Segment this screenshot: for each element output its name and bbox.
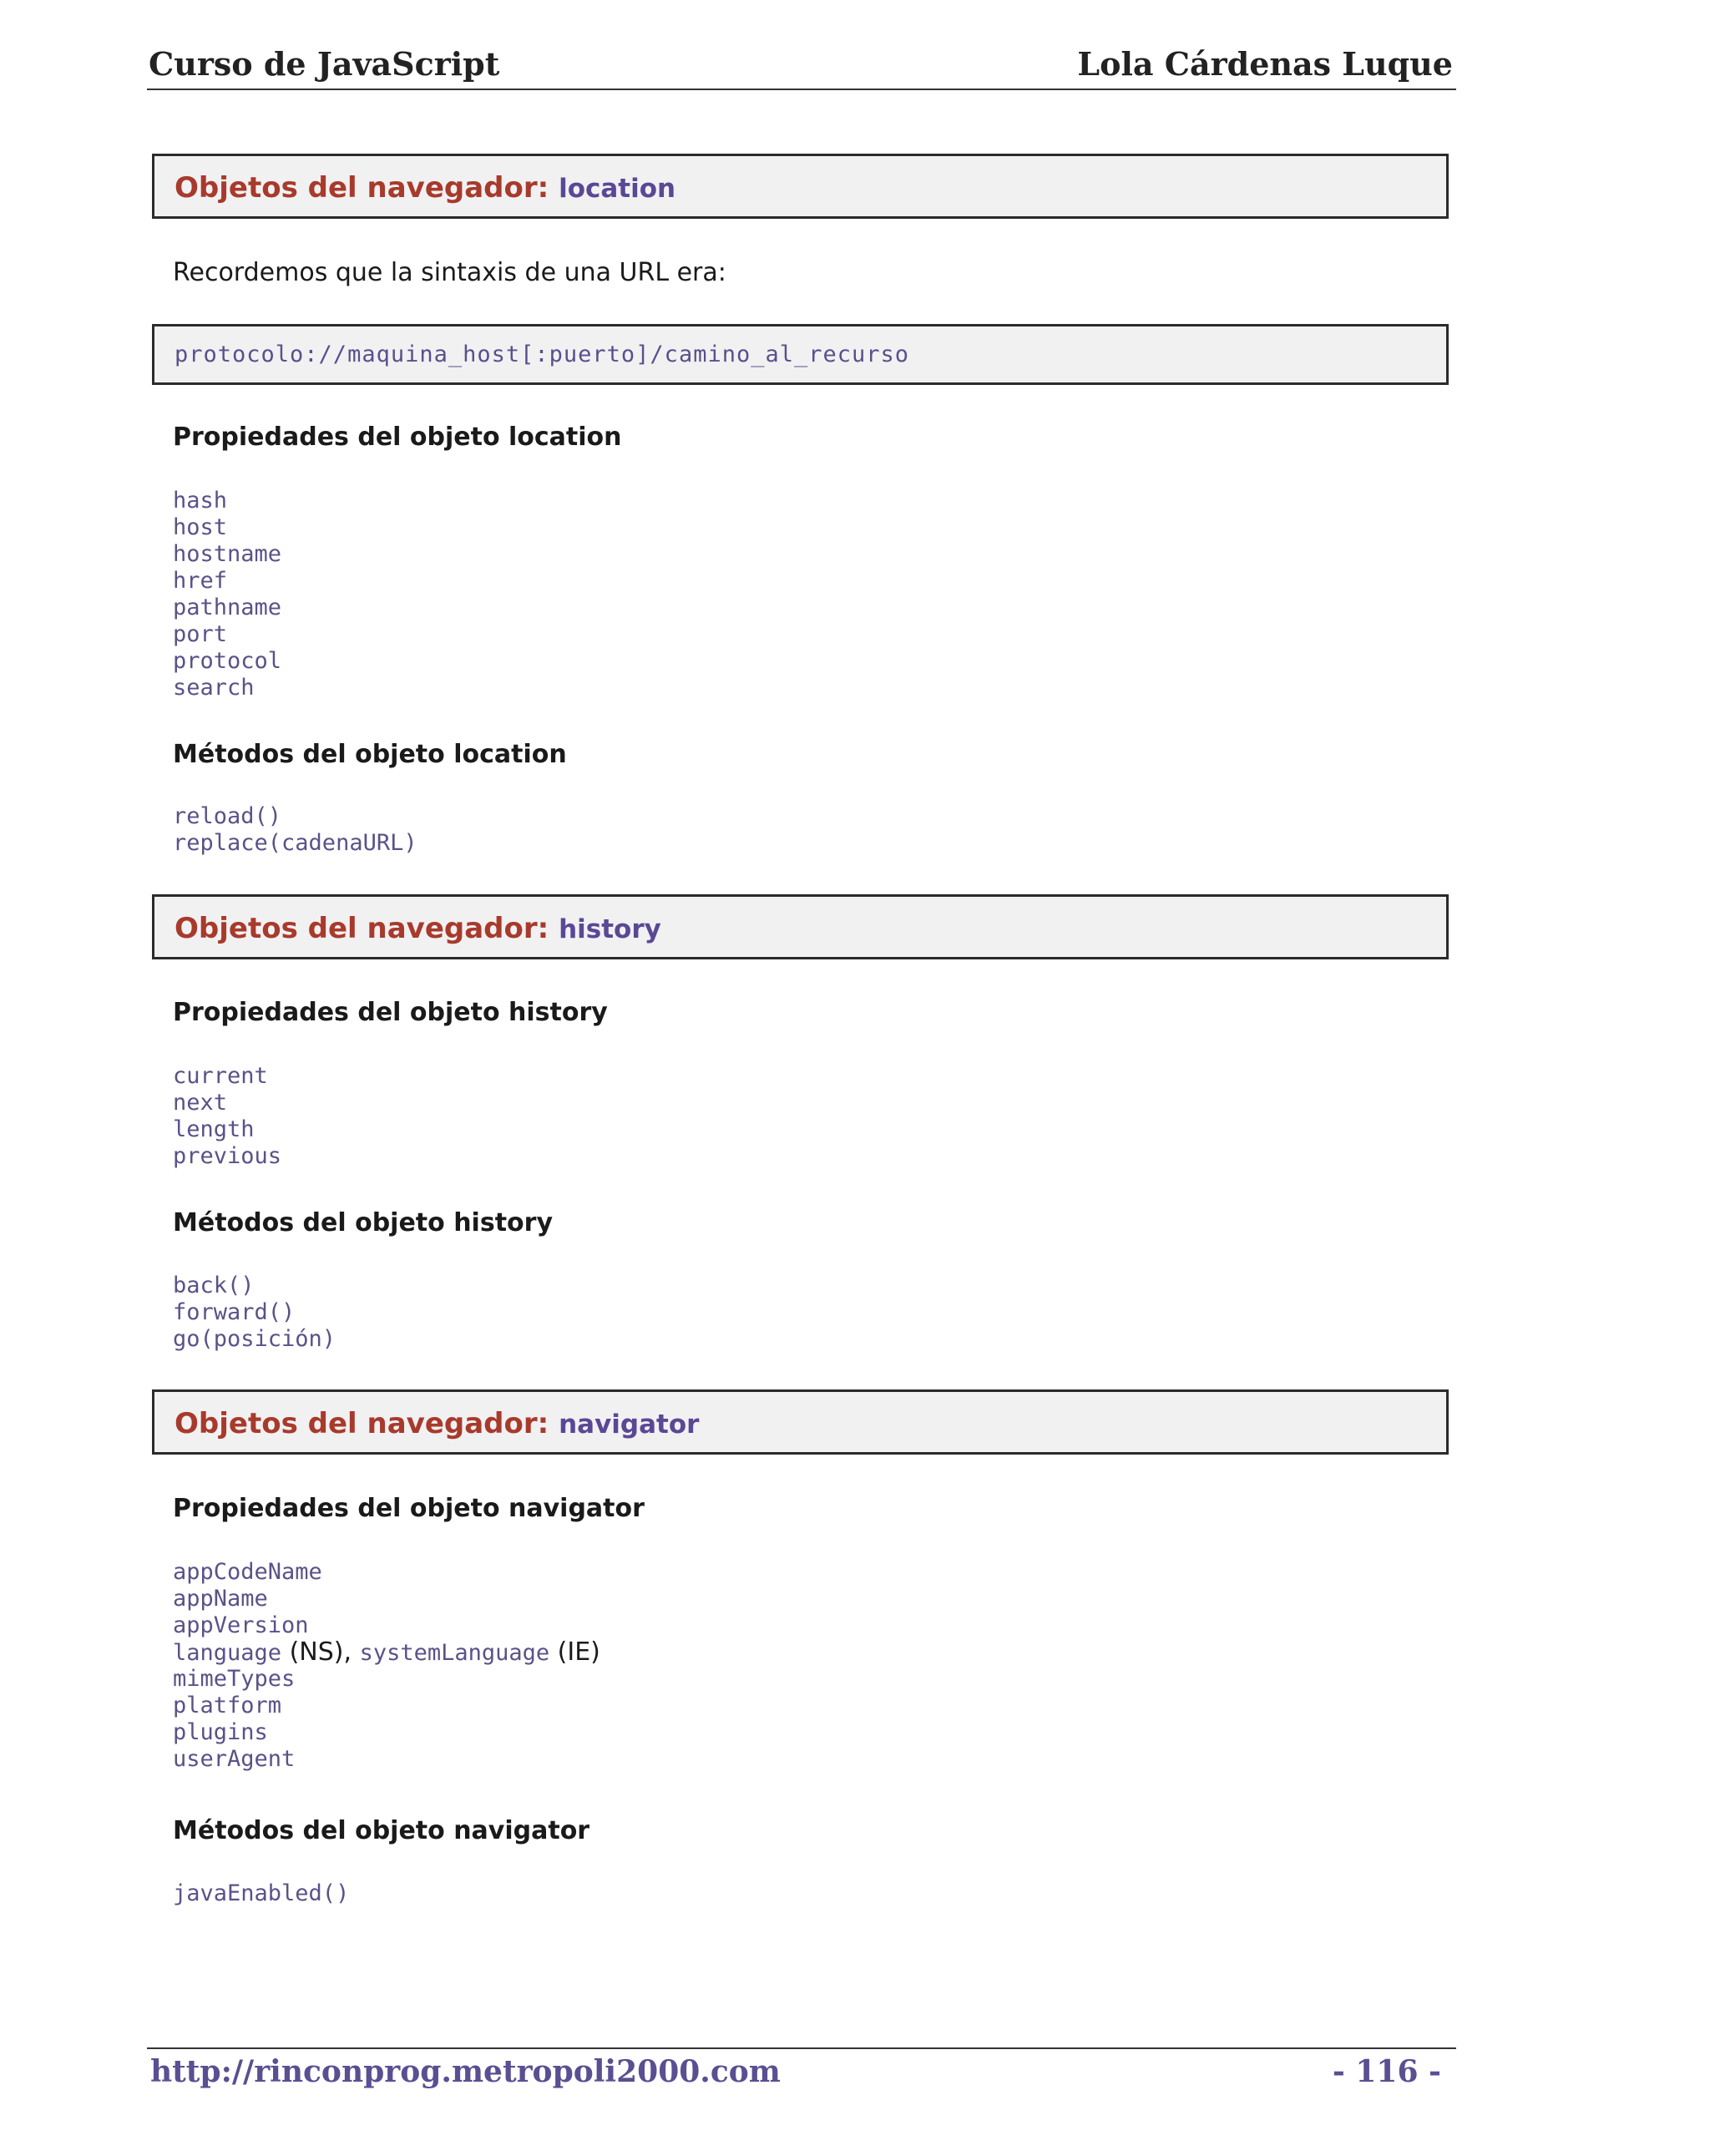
list-item: previous <box>173 1143 282 1169</box>
section-title: Objetos del navegador: navigator <box>175 1407 700 1440</box>
navigator-properties-heading: Propiedades del objeto navigator <box>173 1494 645 1523</box>
list-item: back() <box>173 1273 255 1298</box>
list-item: protocol <box>173 648 282 674</box>
object-name: navigator <box>559 1409 700 1440</box>
object-name: location <box>559 174 676 204</box>
location-methods-list <box>173 803 417 857</box>
history-methods-heading: Métodos del objeto history <box>173 1208 553 1237</box>
section-title: Objetos del navegador: history <box>175 912 661 945</box>
page-header <box>147 42 1456 90</box>
url-syntax-box <box>152 324 1449 385</box>
list-item: href <box>173 568 228 594</box>
intro-text: Recordemos que la sintaxis de una URL era: <box>173 258 726 287</box>
list-item: port <box>173 621 228 647</box>
list-item: go(posición) <box>173 1326 336 1352</box>
history-properties-heading: Propiedades del objeto history <box>173 998 608 1027</box>
section-title: Objetos del navegador: location <box>175 171 676 205</box>
author-name: Lola Cárdenas Luque <box>1077 45 1453 83</box>
object-name: history <box>559 914 661 944</box>
list-item: userAgent <box>173 1746 296 1772</box>
list-item: hash <box>173 488 228 514</box>
list-item: appName <box>173 1586 268 1612</box>
section-header-location <box>152 154 1449 219</box>
page-number: - 116 - <box>1332 2054 1441 2089</box>
section-header-navigator <box>152 1389 1449 1455</box>
course-title: Curso de JavaScript <box>149 45 500 83</box>
history-methods-list <box>173 1273 336 1353</box>
site-url-link[interactable]: http://rinconprog.metropoli2000.com <box>150 2054 781 2089</box>
list-item: next <box>173 1090 228 1116</box>
list-item: platform <box>173 1693 282 1718</box>
navigator-methods-heading: Métodos del objeto navigator <box>173 1816 590 1845</box>
list-item: mimeTypes <box>173 1666 296 1692</box>
list-item: host <box>173 514 228 540</box>
list-item: pathname <box>173 595 282 620</box>
list-item: reload() <box>173 803 282 829</box>
list-item-language: language (NS), systemLanguage (IE) <box>173 1637 600 1667</box>
list-item: appCodeName <box>173 1559 322 1585</box>
list-item: search <box>173 675 255 701</box>
url-syntax-code: protocolo://maquina_host[:puerto]/camino_al_recurso <box>175 342 910 367</box>
location-properties-list <box>173 488 281 701</box>
section-header-history <box>152 894 1449 959</box>
navigator-methods-list <box>173 1880 349 1907</box>
location-properties-heading: Propiedades del objeto location <box>173 423 622 452</box>
list-item: plugins <box>173 1719 268 1745</box>
history-properties-list <box>173 1063 281 1170</box>
navigator-properties-list <box>173 1559 600 1773</box>
list-item: hostname <box>173 541 282 567</box>
list-item: javaEnabled() <box>173 1880 350 1906</box>
location-methods-heading: Métodos del objeto location <box>173 740 567 769</box>
list-item: forward() <box>173 1299 296 1325</box>
list-item: current <box>173 1063 268 1089</box>
page-footer <box>147 2047 1456 2099</box>
list-item: appVersion <box>173 1612 309 1638</box>
list-item: length <box>173 1116 255 1142</box>
list-item: replace(cadenaURL) <box>173 830 417 856</box>
